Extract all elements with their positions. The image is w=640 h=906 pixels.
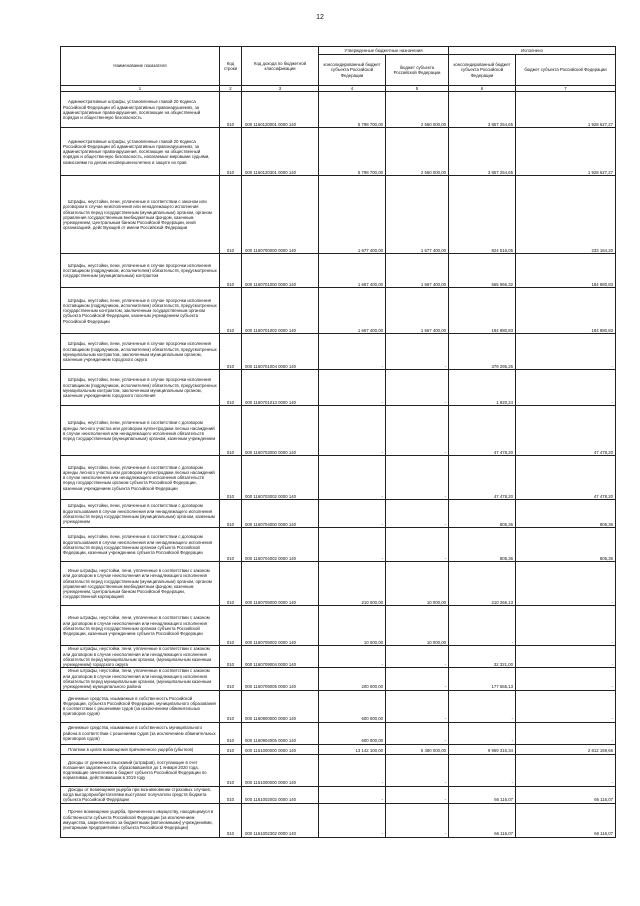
row-approved-subject: 1 667 400,00 xyxy=(386,288,449,334)
row-name: Денежные средства, изымаемые в собственность Российской Федерации, субъекта Российской Федерации, муниципального образования в соответствии с решениями судов (за исключением обвинительных приговоров судов) xyxy=(61,690,220,722)
row-approved-subject: 2 560 000,00 xyxy=(386,92,449,128)
table-row xyxy=(61,646,616,668)
row-approved-subject: - xyxy=(386,786,449,803)
row-approved-consolidated: - xyxy=(319,456,386,500)
row-approved-consolidated: 600 000,00 xyxy=(319,690,386,722)
row-executed-consolidated: 47 478,20 xyxy=(449,406,516,456)
row-approved-consolidated: - xyxy=(319,370,386,406)
row-approved-consolidated: - xyxy=(319,646,386,668)
row-name: Доходы от денежных взысканий (штрафов), поступающие в счет погашения задолженности, образовавшейся до 1 января 2020 года, подлежащие зачислению в бюджет субъекта Российской Федерации по нормативам, действовавшим в 2019 году xyxy=(61,754,220,786)
row-executed-subject: - xyxy=(516,606,616,646)
row-approved-consolidated: 5 798 700,00 xyxy=(319,128,386,176)
row-executed-consolidated: 805,36 xyxy=(449,500,516,528)
row-approved-consolidated: 5 798 700,00 xyxy=(319,92,386,128)
row-approved-subject: - xyxy=(386,370,449,406)
row-budget-code: 000 1161002302 0000 140 xyxy=(242,803,319,837)
row-name: Штрафы, неустойки, пени, уплаченные в случае просрочки исполнения поставщиком (подрядчиком, исполнителем) обязательств, предусмотренных муниципальным контрактом, заключенным муниципальным органом, казенным учреждением городского поселения xyxy=(61,370,220,406)
row-budget-code: 000 1160904005 0000 140 xyxy=(242,722,319,744)
row-name: Иные штрафы, неустойки, пени, уплаченные в соответствии с законом или договором в случае неисполнения или ненадлежащего исполнения обязательств перед государственным органом субъекта Российской Федерации, казенным учреждением субъекта Российской Федерации xyxy=(61,606,220,646)
row-approved-subject: - xyxy=(386,406,449,456)
row-line-code: 010 xyxy=(220,744,242,754)
row-executed-subject: - xyxy=(516,370,616,406)
row-executed-consolidated: 3 857 254,65 xyxy=(449,92,516,128)
row-executed-subject: 805,36 xyxy=(516,500,616,528)
row-approved-consolidated: 210 000,00 xyxy=(319,562,386,606)
row-approved-subject: - xyxy=(386,500,449,528)
header-approved: Утвержденные бюджетные назначения xyxy=(319,47,449,55)
row-approved-subject: - xyxy=(386,668,449,690)
row-approved-subject: 10 000,00 xyxy=(386,562,449,606)
table-row xyxy=(61,722,616,744)
row-budget-code: 000 1160701013 0000 140 xyxy=(242,370,319,406)
row-executed-consolidated: 66 116,07 xyxy=(449,786,516,803)
row-line-code: 010 xyxy=(220,370,242,406)
column-number: 4 xyxy=(319,86,386,92)
row-line-code: 010 xyxy=(220,176,242,254)
table-row xyxy=(61,803,616,837)
row-executed-consolidated: - xyxy=(449,690,516,722)
row-budget-code: 000 1160709000 0000 140 xyxy=(242,562,319,606)
row-approved-subject: - xyxy=(386,803,449,837)
table-row xyxy=(61,288,616,334)
row-executed-subject: - xyxy=(516,722,616,744)
row-name: Штрафы, неустойки, пени, уплаченные в случае просрочки исполнения поставщиком (подрядчиком, исполнителем) обязательств, предусмотренных муниципальным контрактом, заключенным муниципальным органом, казенным учреждением городского округа xyxy=(61,334,220,370)
row-approved-consolidated: 1 667 400,00 xyxy=(319,254,386,288)
row-approved-consolidated: 10 000,00 xyxy=(319,606,386,646)
row-executed-consolidated: - xyxy=(449,722,516,744)
table-row xyxy=(61,176,616,254)
row-executed-subject: - xyxy=(516,668,616,690)
row-line-code: 010 xyxy=(220,668,242,690)
row-executed-consolidated: 177 665,13 xyxy=(449,668,516,690)
row-approved-subject: - xyxy=(386,690,449,722)
row-budget-code: 000 1160120301 0000 140 xyxy=(242,128,319,176)
row-executed-consolidated: 47 478,20 xyxy=(449,456,516,500)
table-row xyxy=(61,786,616,803)
row-approved-subject: - xyxy=(386,722,449,744)
row-approved-subject: - xyxy=(386,334,449,370)
row-executed-subject: - xyxy=(516,562,616,606)
row-name: Иные штрафы, неустойки, пени, уплаченные в соответствии с законом или договором в случае неисполнения или ненадлежащего исполнения обязательств перед муниципальным органом, (муниципальным казенным учреждением) муниципального района xyxy=(61,668,220,690)
row-executed-subject: 184 880,83 xyxy=(516,254,616,288)
row-line-code: 010 xyxy=(220,128,242,176)
row-executed-subject: 66 116,07 xyxy=(516,803,616,837)
row-name: Прочее возмещение ущерба, причиненного имуществу, находящемуся в собственности субъекта Российской Федерации (за исключением имущества, закрепленного за бюджетными (автономными) учреждениями, унитарными предприятиями субъекта Российской Федерации) xyxy=(61,803,220,837)
row-approved-consolidated: - xyxy=(319,786,386,803)
table-row xyxy=(61,528,616,562)
row-budget-code: 000 1160704000 0000 140 xyxy=(242,500,319,528)
row-line-code: 010 xyxy=(220,754,242,786)
column-number: 2 xyxy=(220,86,242,92)
row-line-code: 010 xyxy=(220,562,242,606)
row-line-code: 010 xyxy=(220,803,242,837)
row-approved-subject: - xyxy=(386,528,449,562)
row-approved-subject: 5 480 000,00 xyxy=(386,744,449,754)
row-approved-subject: 2 560 000,00 xyxy=(386,128,449,176)
row-executed-subject: - xyxy=(516,754,616,786)
column-number: 3 xyxy=(242,86,319,92)
row-approved-subject: 1 677 400,00 xyxy=(386,176,449,254)
header-executed-subject: бюджет субъекта Российской Федерации xyxy=(516,55,616,86)
row-line-code: 010 xyxy=(220,722,242,744)
table-row xyxy=(61,754,616,786)
row-approved-consolidated: 1 667 400,00 xyxy=(319,288,386,334)
header-name: Наименование показателя xyxy=(61,47,220,86)
budget-revenue-table xyxy=(60,46,616,838)
row-budget-code: 000 1160709002 0000 140 xyxy=(242,606,319,646)
row-budget-code: 000 1161000000 0000 140 xyxy=(242,744,319,754)
row-name: Штрафы, неустойки, пени, уплаченные в соответствии с законом или договором в случае неисполнения или ненадлежащего исполнения обязательств перед государственным (муниципальным) органом, органом управления государственным внебюджетным фондом, казенным учреждением, Центральным банком Российской Федерации, иной организацией, действующей от имени Российской Федерации xyxy=(61,176,220,254)
table-row xyxy=(61,562,616,606)
row-approved-subject: - xyxy=(386,754,449,786)
row-executed-subject: 1 928 627,27 xyxy=(516,128,616,176)
row-line-code: 010 xyxy=(220,646,242,668)
row-executed-consolidated: 9 969 316,34 xyxy=(449,744,516,754)
column-number: 5 xyxy=(386,86,449,92)
table-row xyxy=(61,254,616,288)
table-row xyxy=(61,92,616,128)
row-executed-consolidated: 824 516,05 xyxy=(449,176,516,254)
row-approved-consolidated: 1 677 400,00 xyxy=(319,176,386,254)
row-executed-subject: 47 478,20 xyxy=(516,406,616,456)
row-budget-code: 000 1160704002 0000 140 xyxy=(242,528,319,562)
row-executed-consolidated: - xyxy=(449,754,516,786)
row-name: Административные штрафы, установленные главой 20 Кодекса Российской Федерации об административных правонарушениях, за административные правонарушения, посягающие на общественный порядок и общественную безопасность xyxy=(61,92,220,128)
page-number: 12 xyxy=(316,14,324,21)
row-approved-consolidated: 200 000,00 xyxy=(319,668,386,690)
table-row xyxy=(61,370,616,406)
row-budget-code: 000 1160709004 0000 140 xyxy=(242,646,319,668)
row-executed-consolidated: 210 266,13 xyxy=(449,562,516,606)
row-budget-code: 000 1160700000 0000 140 xyxy=(242,176,319,254)
row-line-code: 010 xyxy=(220,786,242,803)
row-budget-code: 000 1160900000 0000 140 xyxy=(242,690,319,722)
row-line-code: 010 xyxy=(220,254,242,288)
row-executed-consolidated: 1 820,24 xyxy=(449,370,516,406)
column-number: 1 xyxy=(61,86,220,92)
row-name: Доходы от возмещения ущерба при возникновении страховых случаев, когда выгодоприобретателями выступают получатели средств бюджета субъекта Российской Федерации xyxy=(61,786,220,803)
row-executed-consolidated: 184 880,83 xyxy=(449,288,516,334)
row-name: Штрафы, неустойки, пени, уплаченные в соответствии с договором водопользования в случае неисполнения или ненадлежащего исполнения обязательств перед государственным (муниципальным) органом, казенным учреждением xyxy=(61,500,220,528)
row-executed-subject: 66 116,07 xyxy=(516,786,616,803)
row-budget-code: 000 1161002002 0000 140 xyxy=(242,786,319,803)
row-approved-consolidated: 600 000,00 xyxy=(319,722,386,744)
table-row xyxy=(61,500,616,528)
row-executed-subject: - xyxy=(516,646,616,668)
column-number: 6 xyxy=(449,86,516,92)
row-approved-consolidated: - xyxy=(319,754,386,786)
row-approved-consolidated: 13 142 100,00 xyxy=(319,744,386,754)
row-executed-subject: 184 880,83 xyxy=(516,288,616,334)
row-budget-code: 000 1160703002 0000 140 xyxy=(242,456,319,500)
row-approved-consolidated: - xyxy=(319,334,386,370)
row-line-code: 010 xyxy=(220,406,242,456)
row-approved-consolidated: - xyxy=(319,406,386,456)
row-line-code: 010 xyxy=(220,528,242,562)
row-budget-code: 000 1160703000 0000 140 xyxy=(242,406,319,456)
column-number: 7 xyxy=(516,86,616,92)
row-executed-consolidated: 565 966,32 xyxy=(449,254,516,288)
table-row xyxy=(61,606,616,646)
header-approved-subject: бюджет субъекта Российской Федерации xyxy=(386,55,449,86)
row-executed-consolidated: - xyxy=(449,606,516,646)
row-executed-subject: 805,36 xyxy=(516,528,616,562)
row-approved-subject: 10 000,00 xyxy=(386,606,449,646)
row-executed-subject: - xyxy=(516,690,616,722)
row-name: Денежные средства, изымаемые в собственность муниципального района в соответствии с решениями судов (за исключением обвинительных приговоров судов) xyxy=(61,722,220,744)
table-row xyxy=(61,690,616,722)
header-line-code: Код строки xyxy=(220,47,242,86)
row-approved-consolidated: - xyxy=(319,500,386,528)
table-body xyxy=(61,92,616,837)
row-name: Иные штрафы, неустойки, пени, уплаченные в соответствии с законом или договором в случае неисполнения или ненадлежащего исполнения обязательств перед муниципальным органом, (муниципальным казенным учреждением) городского округа xyxy=(61,646,220,668)
header-approved-consolidated: консолидированный бюджет субъекта Российской Федерации xyxy=(319,55,386,86)
row-name: Административные штрафы, установленные главой 20 Кодекса Российской Федерации об административных правонарушениях, за административные правонарушения, посягающие на общественный порядок и общественную безопасность, налагаемые мировыми судьями, комиссиями по делам несовершеннолетних и защите их прав xyxy=(61,128,220,176)
header-budget-code: Код дохода по бюджетной классификации xyxy=(242,47,319,86)
row-approved-consolidated: - xyxy=(319,803,386,837)
row-name: Штрафы, неустойки, пени, уплаченные в случае просрочки исполнения поставщиком (подрядчиком, исполнителем) обязательств, предусмотренных государственным (муниципальным) контрактом xyxy=(61,254,220,288)
header-executed-consolidated: консолидированный бюджет субъекта Российской Федерации xyxy=(449,55,516,86)
row-name: Штрафы, неустойки, пени, уплаченные в соответствии с договором водопользования в случае неисполнения или ненадлежащего исполнения обязательств перед государственным органом субъекта Российской Федерации, казенным учреждением субъекта Российской Федерации xyxy=(61,528,220,562)
row-line-code: 010 xyxy=(220,92,242,128)
table-row xyxy=(61,456,616,500)
row-line-code: 010 xyxy=(220,288,242,334)
row-name: Иные штрафы, неустойки, пени, уплаченные в соответствии с законом или договором в случае неисполнения или ненадлежащего исполнения обязательств перед государственным (муниципальным) органом, органом управления государственным внебюджетным фондом, казенным учреждением, Центральным банком Российской Федерации, государственной корпорацией xyxy=(61,562,220,606)
row-name: Штрафы, неустойки, пени, уплаченные в соответствии с договором аренды лесного участка или договором купли-продажи лесных насаждений в случае неисполнения или ненадлежащего исполнения обязательств перед государственным (муниципальным) органом, казенным учреждением xyxy=(61,406,220,456)
header-executed: Исполнено xyxy=(449,47,616,55)
row-executed-subject: 1 928 627,27 xyxy=(516,92,616,128)
row-executed-subject: 233 164,20 xyxy=(516,176,616,254)
row-line-code: 010 xyxy=(220,334,242,370)
row-line-code: 010 xyxy=(220,606,242,646)
row-approved-subject: - xyxy=(386,646,449,668)
table-row xyxy=(61,334,616,370)
row-executed-subject: 47 478,20 xyxy=(516,456,616,500)
row-name: Штрафы, неустойки, пени, уплаченные в соответствии с договором аренды лесного участка или договором купли-продажи лесных насаждений в случае неисполнения или ненадлежащего исполнения обязательств перед государственным органом субъекта Российской Федерации, казенным учреждением субъекта Российской Федерации xyxy=(61,456,220,500)
row-budget-code: 000 1160701000 0000 140 xyxy=(242,254,319,288)
row-executed-consolidated: 66 116,07 xyxy=(449,803,516,837)
row-line-code: 010 xyxy=(220,690,242,722)
row-executed-consolidated: 3 857 254,65 xyxy=(449,128,516,176)
row-executed-subject: 2 812 159,66 xyxy=(516,744,616,754)
table-row xyxy=(61,406,616,456)
row-executed-consolidated: 379 295,25 xyxy=(449,334,516,370)
row-budget-code: 000 1160120001 0000 140 xyxy=(242,92,319,128)
row-executed-consolidated: 805,36 xyxy=(449,528,516,562)
row-executed-subject: - xyxy=(516,334,616,370)
table-row xyxy=(61,744,616,754)
row-budget-code: 000 1160701004 0000 140 xyxy=(242,334,319,370)
row-name: Платежи в целях возмещения причиненного ущерба (убытков) xyxy=(61,744,220,754)
row-approved-consolidated: - xyxy=(319,528,386,562)
row-name: Штрафы, неустойки, пени, уплаченные в случае просрочки исполнения поставщиком (подрядчиком, исполнителем) обязательств, предусмотренных государственным контрактом, заключенным государственным органом субъекта Российской Федерации, казенным учреждением субъекта Российской Федерации xyxy=(61,288,220,334)
row-executed-consolidated: 32 321,00 xyxy=(449,646,516,668)
row-line-code: 010 xyxy=(220,500,242,528)
row-line-code: 010 xyxy=(220,456,242,500)
table-row xyxy=(61,668,616,690)
row-budget-code: 000 1161000000 0000 140 xyxy=(242,754,319,786)
row-budget-code: 000 1160709005 0000 140 xyxy=(242,668,319,690)
table-row xyxy=(61,128,616,176)
row-approved-subject: - xyxy=(386,456,449,500)
row-approved-subject: 1 667 400,00 xyxy=(386,254,449,288)
row-budget-code: 000 1160701002 0000 140 xyxy=(242,288,319,334)
